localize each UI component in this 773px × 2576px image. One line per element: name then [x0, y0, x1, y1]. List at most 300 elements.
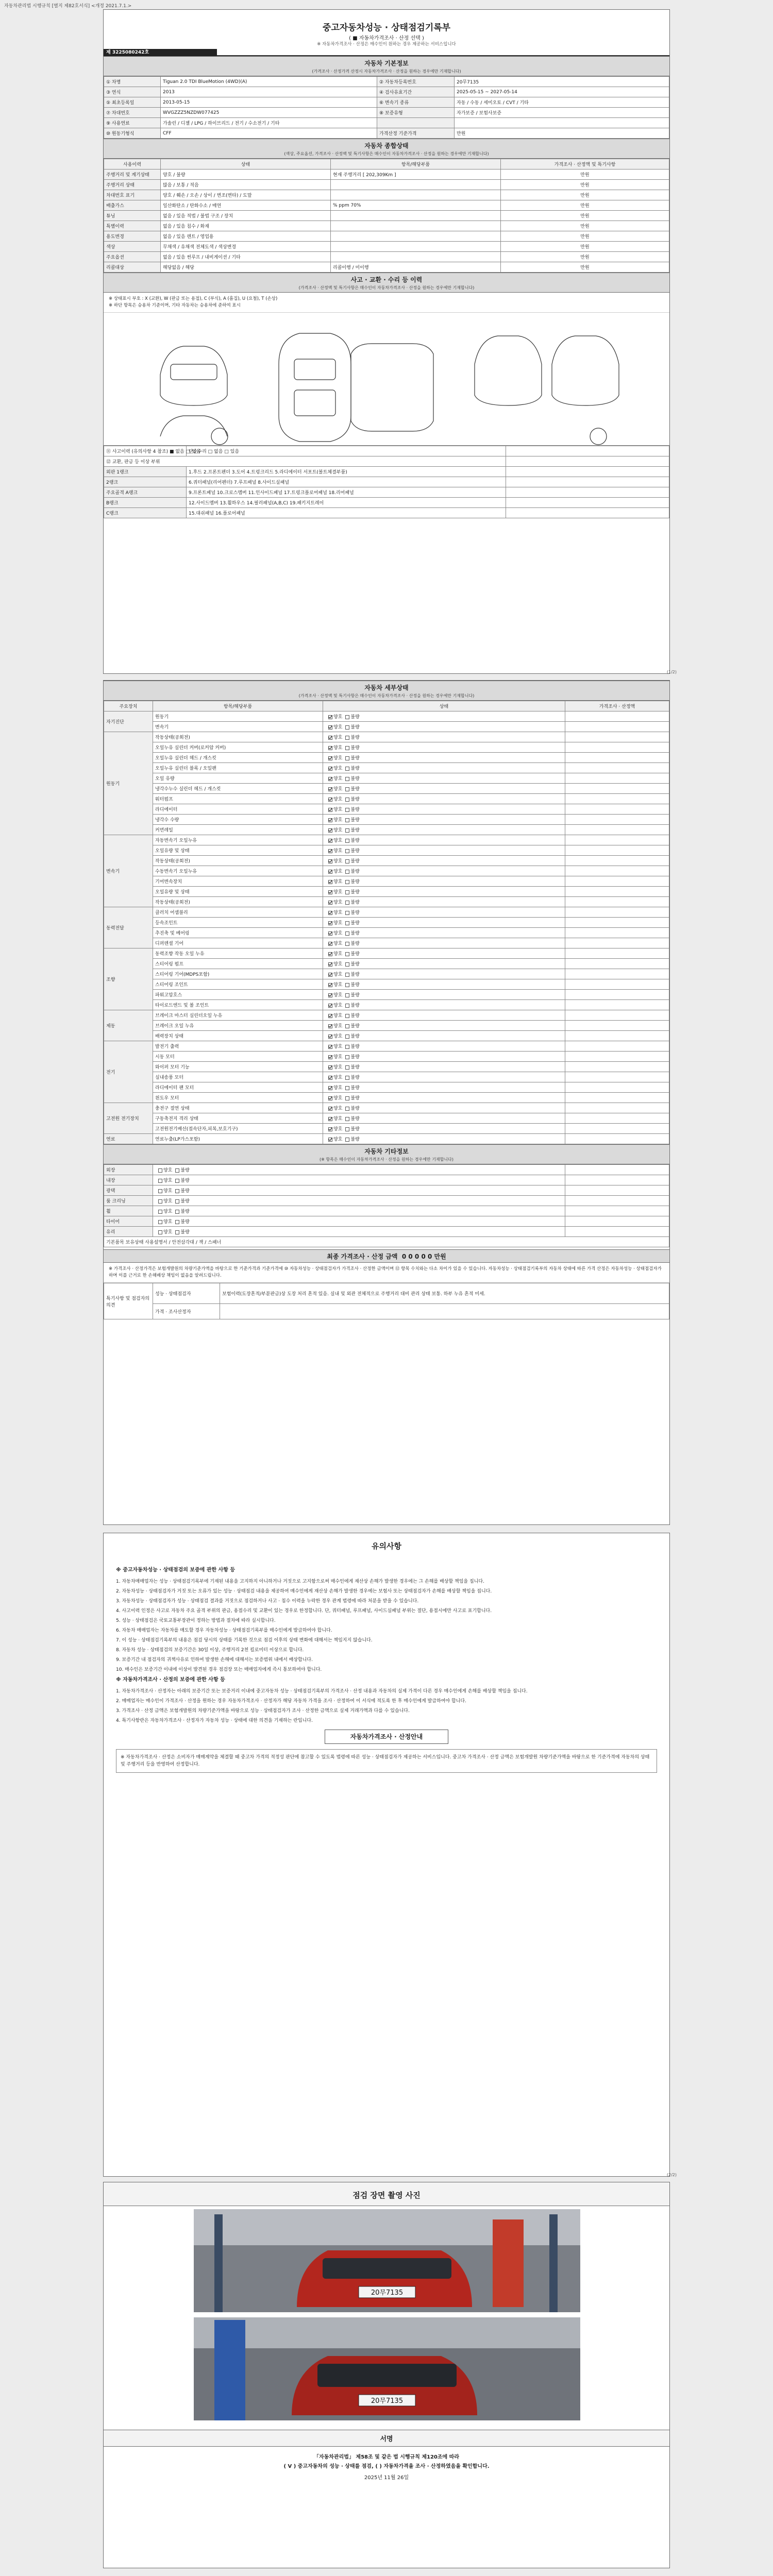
- status-label: 양호: [333, 766, 343, 771]
- etc-label: 외장: [104, 1165, 153, 1175]
- detail-row: [104, 1103, 669, 1113]
- etc-status-label: 양호: [163, 1178, 173, 1183]
- detail-status: [323, 794, 565, 804]
- status-label: 양호: [333, 1096, 343, 1101]
- note-item: 1. 자동차가격조사 · 산정자는 아래의 보증기간 또는 보증거리 이내에 중고자동차 성능 · 상태점검기록부의 가격조사 · 산정 내용과 자동차의 실제 가격이 다른 경우 매수인에게 손해를 배상할 책임을 집니다.: [116, 1689, 528, 1694]
- status-good-checkbox[interactable]: [328, 1035, 332, 1039]
- overall-col-header: 가격조사 · 산정액 및 특기사항: [501, 159, 669, 170]
- page-number-2: (2/2): [666, 2173, 677, 2177]
- detail-group: 자기진단: [104, 711, 153, 732]
- basic-info-subtitle: (가격조사 · 산정가격 산정시 자동차가격조사 · 산정을 원하는 경우에만 기재합니다): [312, 69, 461, 74]
- status-bad-checkbox[interactable]: [345, 1107, 349, 1111]
- status-good-checkbox[interactable]: [328, 1065, 332, 1070]
- detail-row: [104, 1134, 669, 1144]
- status-good-checkbox[interactable]: [328, 736, 332, 740]
- status-bad-checkbox[interactable]: [345, 1035, 349, 1039]
- legend-line-2: ※ 하단 항목은 승용차 기준이며, 기타 자동차는 승용차에 준하여 표시: [109, 303, 241, 308]
- detail-price: [565, 773, 669, 784]
- status-bad-checkbox[interactable]: [345, 973, 349, 977]
- status-bad-checkbox[interactable]: [345, 1076, 349, 1080]
- status-good-checkbox[interactable]: [328, 725, 332, 730]
- status-bad-checkbox[interactable]: [345, 1086, 349, 1090]
- overall-s: 양호 / 훼손 / 오손 / 상이 / 변조(변타) / 도말: [161, 190, 331, 200]
- overall-s: 없음 / 있음 썬루프 / 내비게이션 / 기타: [161, 252, 331, 262]
- overall-p: 만원: [501, 180, 669, 190]
- status-good-checkbox[interactable]: [328, 839, 332, 843]
- status-good-checkbox[interactable]: [328, 1045, 332, 1049]
- basic-l2: ② 자동차등록번호: [377, 77, 455, 87]
- detail-price: [565, 1134, 669, 1144]
- detail-status: [323, 804, 565, 815]
- status-label: 불량: [350, 1086, 360, 1091]
- detail-price: [565, 794, 669, 804]
- detail-col-header: 주요장치: [104, 701, 153, 711]
- status-bad-checkbox[interactable]: [345, 777, 349, 781]
- etc-checkbox[interactable]: [158, 1199, 162, 1204]
- status-good-checkbox[interactable]: [328, 859, 332, 863]
- status-bad-checkbox[interactable]: [345, 1045, 349, 1049]
- status-label: 양호: [333, 1013, 343, 1019]
- detail-item: 브레이크 마스터 실린더오일 누유: [153, 1010, 323, 1021]
- detail-row: [104, 825, 669, 835]
- status-label: 불량: [350, 1096, 360, 1101]
- detail-price: [565, 897, 669, 907]
- overall-s: 일산화탄소 / 탄화수소 / 매연: [161, 200, 331, 211]
- status-bad-checkbox[interactable]: [345, 849, 349, 853]
- status-label: 양호: [333, 715, 343, 720]
- detail-row: [104, 1010, 669, 1021]
- status-bad-checkbox[interactable]: [345, 725, 349, 730]
- detail-status: [323, 763, 565, 773]
- detail-price: [565, 742, 669, 753]
- etc-status-label: 불량: [180, 1168, 190, 1173]
- detail-status: [323, 732, 565, 742]
- status-bad-checkbox[interactable]: [345, 736, 349, 740]
- detail-price: [565, 825, 669, 835]
- status-bad-checkbox[interactable]: [345, 901, 349, 905]
- etc-checkbox[interactable]: [175, 1189, 179, 1193]
- status-good-checkbox[interactable]: [328, 1086, 332, 1090]
- detail-row: [104, 866, 669, 876]
- detail-row: [104, 918, 669, 928]
- status-good-checkbox[interactable]: [328, 1014, 332, 1018]
- etc-label: 타이어: [104, 1216, 153, 1227]
- detail-row: [104, 876, 669, 887]
- rank-items: 15.대쉬패널 16.플로어패널: [187, 508, 506, 518]
- basic-v1: 가솔린 / 디젤 / LPG / 하이브리드 / 전기 / 수소전기 / 기타: [161, 118, 377, 128]
- status-good-checkbox[interactable]: [328, 973, 332, 977]
- basic-l2: ⑥ 변속기 종류: [377, 97, 455, 108]
- detail-status: [323, 918, 565, 928]
- detail-item: 라디에이터 팬 모터: [153, 1082, 323, 1093]
- detail-item: 오일누유 실린더 커버(로커암 커버): [153, 742, 323, 753]
- status-label: 양호: [333, 745, 343, 751]
- status-label: 양호: [333, 725, 343, 730]
- document-number: 제 3225080242호: [104, 49, 217, 56]
- status-bad-checkbox[interactable]: [345, 828, 349, 833]
- detail-row: [104, 969, 669, 979]
- detail-title: 자동차 세부상태: [364, 684, 409, 691]
- status-good-checkbox[interactable]: [328, 1004, 332, 1008]
- status-good-checkbox[interactable]: [328, 1055, 332, 1059]
- overall-s: 무채색 / 유채색 전체도색 / 색상변경: [161, 242, 331, 252]
- rank-price: [506, 487, 669, 498]
- status-good-checkbox[interactable]: [328, 942, 332, 946]
- basic-v1: Tiguan 2.0 TDI BlueMotion (4WD)(A): [161, 77, 377, 87]
- status-label: 불량: [350, 910, 360, 916]
- etc-status: [153, 1196, 565, 1206]
- status-bad-checkbox[interactable]: [345, 859, 349, 863]
- etc-label: 광택: [104, 1185, 153, 1196]
- status-bad-checkbox[interactable]: [345, 911, 349, 915]
- status-bad-checkbox[interactable]: [345, 787, 349, 791]
- detail-status: [323, 876, 565, 887]
- etc-checkbox[interactable]: [158, 1220, 162, 1224]
- detail-row: [104, 907, 669, 918]
- car-rear-outline: [160, 416, 227, 436]
- detail-item: 스티어링 펌프: [153, 959, 323, 969]
- status-bad-checkbox[interactable]: [345, 1127, 349, 1131]
- status-bad-checkbox[interactable]: [345, 715, 349, 719]
- car-frame-rear: [552, 336, 619, 405]
- etc-title: 자동차 기타정보: [364, 1148, 409, 1155]
- status-good-checkbox[interactable]: [328, 1107, 332, 1111]
- overall-section-header: [104, 139, 669, 159]
- accident-legend: [104, 293, 669, 313]
- rank-row: [104, 477, 669, 487]
- detail-price: [565, 876, 669, 887]
- etc-checkbox[interactable]: [175, 1199, 179, 1204]
- status-good-checkbox[interactable]: [328, 818, 332, 822]
- basic-v2: 자가보증 / 보험사보증: [455, 108, 669, 118]
- detail-item: 자동변속기 오일누유: [153, 835, 323, 845]
- status-bad-checkbox[interactable]: [345, 767, 349, 771]
- detail-price: [565, 907, 669, 918]
- status-good-checkbox[interactable]: [328, 962, 332, 967]
- status-label: 불량: [350, 838, 360, 843]
- status-label: 불량: [350, 1055, 360, 1060]
- etc-price: [565, 1227, 669, 1237]
- status-label: 불량: [350, 797, 360, 802]
- rank-row: [104, 498, 669, 508]
- detail-row: [104, 1072, 669, 1082]
- detail-col-header: 항목/해당부품: [153, 701, 323, 711]
- detail-row: [104, 1113, 669, 1124]
- overall-s: 양호 / 불량: [161, 170, 331, 180]
- rank-row: [104, 467, 669, 477]
- basic-l2: [377, 118, 455, 128]
- status-bad-checkbox[interactable]: [345, 983, 349, 987]
- status-good-checkbox[interactable]: [328, 931, 332, 936]
- status-label: 불량: [350, 931, 360, 936]
- etc-checkbox[interactable]: [158, 1179, 162, 1183]
- status-bad-checkbox[interactable]: [345, 808, 349, 812]
- accident-table: [104, 446, 669, 518]
- status-bad-checkbox[interactable]: [345, 1138, 349, 1142]
- rank-label: 2랭크: [104, 477, 187, 487]
- status-bad-checkbox[interactable]: [345, 1055, 349, 1059]
- detail-table: [104, 701, 669, 1144]
- detail-price: [565, 1093, 669, 1103]
- detail-row: [104, 1021, 669, 1031]
- detail-status: [323, 722, 565, 732]
- status-good-checkbox[interactable]: [328, 756, 332, 760]
- detail-status: [323, 1062, 565, 1072]
- detail-item: 워터펌프: [153, 794, 323, 804]
- status-good-checkbox[interactable]: [328, 880, 332, 884]
- status-good-checkbox[interactable]: [328, 828, 332, 833]
- status-good-checkbox[interactable]: [328, 911, 332, 915]
- status-good-checkbox[interactable]: [328, 787, 332, 791]
- detail-status: [323, 1082, 565, 1093]
- detail-price: [565, 845, 669, 856]
- note-item: 4. 특기사항란은 자동차가격조사 · 산정자가 자동차 성능 · 상태에 대한 의견을 기재하는 란입니다.: [116, 1718, 313, 1723]
- etc-subtitle: (※ 항목은 매수인이 자동차가격조사 · 산정을 원하는 경우에만 기재합니다): [320, 1157, 453, 1162]
- detail-row: [104, 1031, 669, 1041]
- notes-page: [103, 1533, 677, 2177]
- price-value: 0 0 0 0 0 만원: [401, 1253, 446, 1260]
- overall-k: 배출가스: [104, 200, 161, 211]
- detail-price: [565, 784, 669, 794]
- signature-title: 서명: [104, 2430, 669, 2447]
- etc-status-label: 불량: [180, 1209, 190, 1214]
- status-good-checkbox[interactable]: [328, 993, 332, 997]
- etc-checkbox[interactable]: [158, 1189, 162, 1193]
- detail-status: [323, 969, 565, 979]
- rank-row: [104, 487, 669, 498]
- special-table: [104, 1283, 669, 1319]
- status-label: 불량: [350, 1137, 360, 1142]
- etc-row: [104, 1185, 669, 1196]
- overall-d: 현재 주행거리 [ 202,309Km ]: [331, 170, 501, 180]
- status-good-checkbox[interactable]: [328, 901, 332, 905]
- status-good-checkbox[interactable]: [328, 849, 332, 853]
- note-item: 5. 성능 · 상태점검은 국토교통부장관이 정하는 방법과 절차에 따라 실시합니다.: [116, 1618, 276, 1623]
- status-good-checkbox[interactable]: [328, 746, 332, 750]
- abnormal-parts-label: ⑫ 교환, 판금 등 이상 부위: [104, 456, 506, 467]
- overall-k: 주요옵션: [104, 252, 161, 262]
- status-bad-checkbox[interactable]: [345, 952, 349, 956]
- etc-price: [565, 1196, 669, 1206]
- rank-price: [506, 498, 669, 508]
- status-label: 양호: [333, 1034, 343, 1039]
- detail-status: [323, 1052, 565, 1062]
- status-good-checkbox[interactable]: [328, 777, 332, 781]
- rank-label: 주요골격 A랭크: [104, 487, 187, 498]
- detail-group: 동력전달: [104, 907, 153, 948]
- etc-checkbox[interactable]: [175, 1168, 179, 1173]
- signature-date: 2025년 11월 26일: [364, 2475, 409, 2481]
- detail-status: [323, 1000, 565, 1010]
- basic-row: [104, 87, 669, 97]
- overall-k: 차대번호 표기: [104, 190, 161, 200]
- status-bad-checkbox[interactable]: [345, 1024, 349, 1028]
- status-label: 불량: [350, 787, 360, 792]
- detail-price: [565, 928, 669, 938]
- status-bad-checkbox[interactable]: [345, 921, 349, 925]
- status-bad-checkbox[interactable]: [345, 993, 349, 997]
- overall-s: 없음 / 있음 적법 / 불법 구조 / 장치: [161, 211, 331, 221]
- status-bad-checkbox[interactable]: [345, 890, 349, 894]
- etc-status-label: 양호: [163, 1199, 173, 1204]
- status-good-checkbox[interactable]: [328, 1117, 332, 1121]
- status-label: 불량: [350, 1075, 360, 1080]
- detail-status: [323, 753, 565, 763]
- overall-k: 특별이력: [104, 221, 161, 231]
- etc-checkbox[interactable]: [175, 1220, 179, 1224]
- etc-checkbox[interactable]: [175, 1210, 179, 1214]
- status-label: 양호: [333, 1065, 343, 1070]
- form-page-2: [103, 680, 670, 1525]
- rank-items: 9.프론트패널 10.크로스멤버 11.인사이드패널 17.트렁크플로어패널 18.리어패널: [187, 487, 506, 498]
- status-bad-checkbox[interactable]: [345, 942, 349, 946]
- status-bad-checkbox[interactable]: [345, 880, 349, 884]
- car-diagram-area: [104, 313, 669, 446]
- etc-checkbox[interactable]: [158, 1230, 162, 1234]
- detail-price: [565, 856, 669, 866]
- overall-s: 많음 / 보통 / 적음: [161, 180, 331, 190]
- overall-d: [331, 180, 501, 190]
- detail-item: 구동축전지 격리 상태: [153, 1113, 323, 1124]
- status-label: 양호: [333, 1044, 343, 1049]
- basic-l1: ⑨ 사용연료: [104, 118, 161, 128]
- status-good-checkbox[interactable]: [328, 890, 332, 894]
- status-label: 양호: [333, 910, 343, 916]
- status-bad-checkbox[interactable]: [345, 1117, 349, 1121]
- basic-v1: 2013-05-15: [161, 97, 377, 108]
- detail-item: 오일유량 및 상태: [153, 887, 323, 897]
- status-bad-checkbox[interactable]: [345, 746, 349, 750]
- status-label: 양호: [333, 1137, 343, 1142]
- status-good-checkbox[interactable]: [328, 1138, 332, 1142]
- overall-k: 용도변경: [104, 231, 161, 242]
- status-bad-checkbox[interactable]: [345, 1096, 349, 1100]
- status-good-checkbox[interactable]: [328, 798, 332, 802]
- detail-item: 추진축 및 베어링: [153, 928, 323, 938]
- detail-status: [323, 1113, 565, 1124]
- status-label: 불량: [350, 818, 360, 823]
- detail-status: [323, 990, 565, 1000]
- etc-status-label: 양호: [163, 1230, 173, 1235]
- detail-item: 냉각수누수 실린더 헤드 / 개스킷: [153, 784, 323, 794]
- etc-status-label: 불량: [180, 1189, 190, 1194]
- status-bad-checkbox[interactable]: [345, 1014, 349, 1018]
- etc-checkbox[interactable]: [158, 1210, 162, 1214]
- status-good-checkbox[interactable]: [328, 952, 332, 956]
- status-bad-checkbox[interactable]: [345, 870, 349, 874]
- etc-checkbox[interactable]: [158, 1168, 162, 1173]
- detail-price: [565, 918, 669, 928]
- detail-status: [323, 938, 565, 948]
- detail-item: 실내송풍 모터: [153, 1072, 323, 1082]
- status-bad-checkbox[interactable]: [345, 839, 349, 843]
- status-good-checkbox[interactable]: [328, 1024, 332, 1028]
- etc-row: [104, 1196, 669, 1206]
- etc-checkbox[interactable]: [175, 1230, 179, 1234]
- detail-price: [565, 1113, 669, 1124]
- abnormal-price: [506, 456, 669, 467]
- status-bad-checkbox[interactable]: [345, 798, 349, 802]
- status-label: 양호: [333, 1106, 343, 1111]
- status-label: 양호: [333, 828, 343, 833]
- car-front-windshield: [171, 364, 217, 380]
- basic-v2: 자동 / 수동 / 세미오토 / CVT / 기타: [455, 97, 669, 108]
- detail-item: 발전기 출력: [153, 1041, 323, 1052]
- detail-status: [323, 1093, 565, 1103]
- detail-price: [565, 722, 669, 732]
- basic-l2: ⑧ 보증유형: [377, 108, 455, 118]
- status-good-checkbox[interactable]: [328, 870, 332, 874]
- status-good-checkbox[interactable]: [328, 1127, 332, 1131]
- status-good-checkbox[interactable]: [328, 983, 332, 987]
- status-bad-checkbox[interactable]: [345, 931, 349, 936]
- detail-row: [104, 753, 669, 763]
- detail-status: [323, 887, 565, 897]
- status-good-checkbox[interactable]: [328, 921, 332, 925]
- plate-text-rear: 20무7135: [371, 2397, 404, 2405]
- overall-row: [104, 252, 669, 262]
- detail-price: [565, 835, 669, 845]
- rank-label: 외판 1랭크: [104, 467, 187, 477]
- note-item: 6. 자동차 매매업자는 자동차를 매도할 경우 자동차성능 · 상태점검기록부를 매수인에게 발급하여야 합니다.: [116, 1628, 332, 1633]
- detail-row: [104, 763, 669, 773]
- etc-checkbox[interactable]: [175, 1179, 179, 1183]
- detail-status: [323, 897, 565, 907]
- detail-col-header: 가격조사 · 산정액: [565, 701, 669, 711]
- etc-label: 휠: [104, 1206, 153, 1216]
- detail-col-header: 상태: [323, 701, 565, 711]
- status-label: 불량: [350, 890, 360, 895]
- note-item: 2. 매매업자는 매수인이 가격조사 · 산정을 원하는 경우 자동차가격조사 · 산정자가 해당 자동차 가격을 조사 · 산정하여 이 서식에 적도록 한 후 매수인에게 발급하여야 합니다.: [116, 1699, 466, 1704]
- status-bad-checkbox[interactable]: [345, 818, 349, 822]
- overall-k: 주행거리 및 계기상태: [104, 170, 161, 180]
- status-good-checkbox[interactable]: [328, 715, 332, 719]
- status-label: 불량: [350, 715, 360, 720]
- status-bad-checkbox[interactable]: [345, 1065, 349, 1070]
- detail-item: 수동변속기 오일누유: [153, 866, 323, 876]
- detail-price: [565, 1031, 669, 1041]
- status-label: 불량: [350, 952, 360, 957]
- status-label: 양호: [333, 859, 343, 864]
- basic-row: [104, 97, 669, 108]
- notes-body: [104, 1556, 669, 1783]
- status-good-checkbox[interactable]: [328, 767, 332, 771]
- status-bad-checkbox[interactable]: [345, 756, 349, 760]
- status-label: 불량: [350, 962, 360, 967]
- detail-group: 조향: [104, 948, 153, 1010]
- status-good-checkbox[interactable]: [328, 808, 332, 812]
- detail-price: [565, 1124, 669, 1134]
- status-bad-checkbox[interactable]: [345, 1004, 349, 1008]
- overall-d: [331, 252, 501, 262]
- status-label: 양호: [333, 900, 343, 905]
- overall-p: 만원: [501, 170, 669, 180]
- note-item: 10. 매수인은 보증기간 이내에 이상이 발견된 경우 점검장 또는 매매업자에게 즉시 통보하여야 합니다.: [116, 1667, 322, 1672]
- status-label: 불량: [350, 879, 360, 885]
- basic-row: [104, 118, 669, 128]
- etc-price: [565, 1185, 669, 1196]
- appraisal-guide-text: ※ 자동차가격조사 · 산정은 소비자가 매매계약을 체결할 때 중고차 가격의 적정성 판단에 참고할 수 있도록 법령에 따른 성능 · 상태점검자가 제공하는 서비스입니다. 중고차 가격조사 · 산정 금액은 보험개발원 차량기준가액을 바탕으로 한 기준가격에 자동차의 상태 및 주행거리 등을 반영하여 산정합니다.: [116, 1749, 657, 1773]
- status-bad-checkbox[interactable]: [345, 962, 349, 967]
- status-good-checkbox[interactable]: [328, 1096, 332, 1100]
- special-inspector-label: 성능 · 상태점검자: [153, 1283, 220, 1304]
- detail-item: 오일누유 실린더 블록 / 오일팬: [153, 763, 323, 773]
- detail-item: 타이로드엔드 및 볼 조인트: [153, 1000, 323, 1010]
- basic-v1: CFF: [161, 128, 377, 139]
- status-label: 양호: [333, 1024, 343, 1029]
- status-good-checkbox[interactable]: [328, 1076, 332, 1080]
- detail-price: [565, 753, 669, 763]
